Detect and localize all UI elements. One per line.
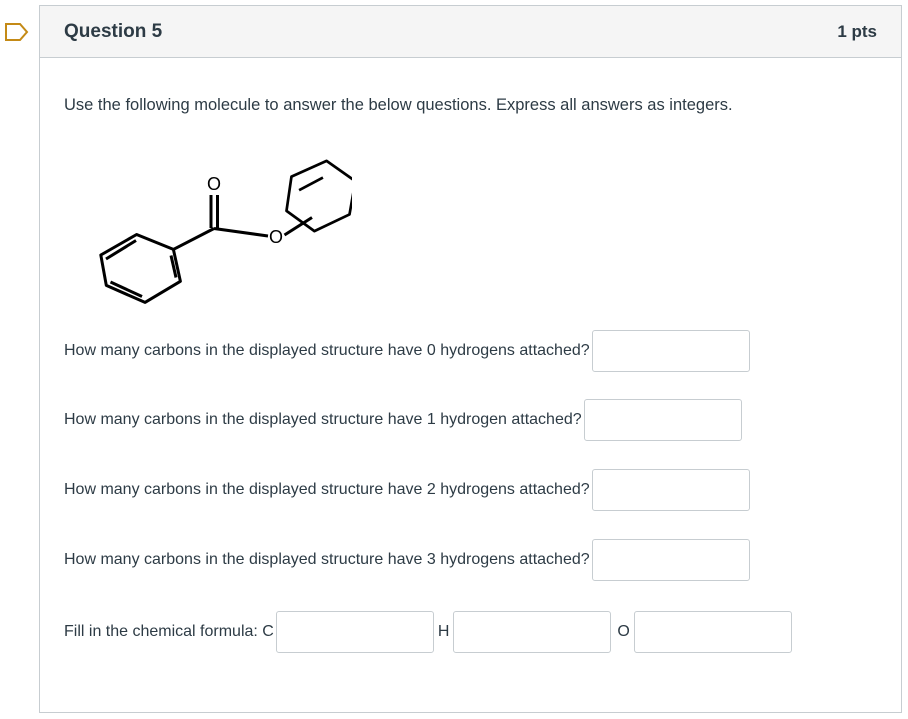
question-row-3h [64, 538, 750, 582]
formula-row [64, 610, 792, 654]
formula-o-label: O [617, 623, 630, 640]
answer-input-0h[interactable] [592, 330, 750, 372]
question-header [40, 6, 901, 58]
formula-carbon-input[interactable] [276, 611, 434, 653]
question-row-2h [64, 468, 750, 512]
formula-oxygen-input[interactable] [634, 611, 792, 653]
formula-label: Fill in the chemical formula: C [64, 623, 274, 640]
answer-input-3h[interactable] [592, 539, 750, 581]
question-title: Question 5 [64, 20, 163, 42]
formula-hydrogen-input[interactable] [453, 611, 611, 653]
bookmark-flag-icon[interactable] [4, 22, 30, 42]
formula-h-label: H [437, 623, 450, 640]
question-text-1h: How many carbons in the displayed structure have 1 hydrogen attached? [64, 411, 582, 428]
question-points: 1 pts [837, 21, 877, 41]
question-text-2h: How many carbons in the displayed structure have 2 hydrogens attached? [64, 481, 590, 498]
question-card [39, 5, 902, 713]
question-text-0h: How many carbons in the displayed structure have 0 hydrogens attached? [64, 342, 590, 359]
answer-input-1h[interactable] [584, 399, 742, 441]
question-text-3h: How many carbons in the displayed structure have 3 hydrogens attached? [64, 551, 590, 568]
molecule-structure-image [92, 151, 352, 311]
question-prompt: Use the following molecule to answer the below questions. Express all answers as integers. [64, 96, 733, 114]
answer-input-2h[interactable] [592, 469, 750, 511]
ester-oxygen-label: O [268, 227, 284, 247]
question-row-1h [64, 398, 742, 442]
carbonyl-oxygen-label: O [206, 174, 222, 194]
question-row-0h [64, 329, 750, 373]
